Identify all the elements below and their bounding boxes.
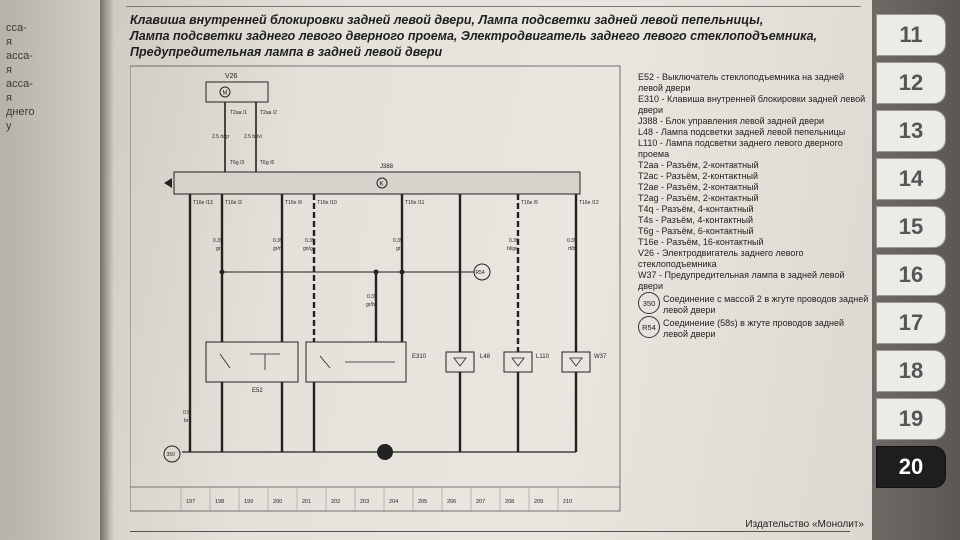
prev-page-text: асса- bbox=[6, 78, 33, 90]
title-line: Предупредительная лампа в задней левой двери bbox=[130, 45, 443, 59]
wire-size: 0.35 bbox=[509, 238, 519, 244]
wire-color: gr bbox=[396, 246, 401, 252]
previous-page bbox=[0, 0, 108, 540]
prev-page-text: днего bbox=[6, 106, 35, 118]
wire-pin-label: T16e /9 bbox=[285, 200, 302, 206]
motor-pin-label: T2aa /2 bbox=[260, 110, 277, 116]
legend-item: J388 - Блок управления левой задней двери bbox=[638, 116, 825, 126]
component-e52 bbox=[206, 342, 298, 382]
grid-number: 199 bbox=[244, 499, 254, 505]
page-title bbox=[130, 12, 830, 60]
chapter-tab-20[interactable]: 20 bbox=[876, 446, 946, 488]
wire-pin-label: T16e /5 bbox=[521, 200, 538, 206]
wire-color: bl/ge bbox=[507, 246, 518, 252]
legend-item: L48 - Лампа подсветки задней левой пепельницы bbox=[638, 127, 846, 137]
legend-item: T2ag - Разъём, 2-контактный bbox=[638, 193, 759, 203]
component-w37 bbox=[562, 352, 590, 372]
module-label: J388 bbox=[380, 164, 394, 170]
title-line: Клавиша внутренней блокировки задней левой двери, Лампа подсветки задней левой пепельницы, bbox=[130, 13, 764, 27]
grid-number: 202 bbox=[331, 499, 341, 505]
grid-number: 206 bbox=[447, 499, 457, 505]
title-line: Лампа подсветки заднего левого дверного проема, Электродвигатель заднего левого стеклоподъемника, bbox=[130, 29, 818, 43]
component-l48 bbox=[446, 352, 474, 372]
wire-pin-label: T16e /12 bbox=[579, 200, 599, 206]
chapter-tab-17[interactable]: 17 bbox=[876, 302, 946, 344]
wire-color: gr bbox=[216, 246, 221, 252]
motor-label: V26 bbox=[225, 73, 238, 80]
chapter-tab-14[interactable]: 14 bbox=[876, 158, 946, 200]
legend-item: E52 - Выключатель стеклоподъемника на задней левой двери bbox=[638, 72, 844, 93]
component-label: W37 bbox=[594, 354, 607, 360]
component-label: E310 bbox=[412, 354, 427, 360]
grid-number: 209 bbox=[534, 499, 544, 505]
grid-number: 205 bbox=[418, 499, 428, 505]
grid-number: 198 bbox=[215, 499, 225, 505]
wire-color: br bbox=[184, 418, 189, 424]
ground-label: 350 bbox=[166, 452, 175, 458]
legend-item: T2ae - Разъём, 2-контактный bbox=[638, 182, 759, 192]
grid-number: 200 bbox=[273, 499, 283, 505]
legend-item: T2ac - Разъём, 2-контактный bbox=[638, 171, 759, 181]
wire-size: 0.35 bbox=[367, 294, 377, 300]
wire-size: 0.5 bbox=[183, 410, 190, 416]
grid-number: 210 bbox=[563, 499, 573, 505]
module-k-icon: K bbox=[379, 181, 384, 188]
motor-pin-label: T2aa /1 bbox=[230, 110, 247, 116]
legend-item: T4s - Разъём, 4-контактный bbox=[638, 215, 754, 225]
chapter-tab-19[interactable]: 19 bbox=[876, 398, 946, 440]
legend-symbol bbox=[638, 294, 870, 316]
wire-pin-label: T16e /11 bbox=[405, 200, 425, 206]
chapter-tab-16[interactable]: 16 bbox=[876, 254, 946, 296]
manual-page bbox=[108, 0, 878, 540]
prev-page-text: я bbox=[6, 64, 12, 76]
component-label: E52 bbox=[252, 388, 263, 394]
motor-box bbox=[206, 82, 268, 102]
wire-pin-label: T16e /2 bbox=[225, 200, 242, 206]
publisher-credit: Издательство «Монолит» bbox=[745, 519, 864, 530]
legend-symbol bbox=[638, 318, 870, 340]
connector-label: T6g /3 bbox=[230, 160, 245, 166]
chapter-tabs bbox=[872, 0, 960, 540]
chapter-tab-12[interactable]: 12 bbox=[876, 62, 946, 104]
grid-number: 204 bbox=[389, 499, 399, 505]
component-label: L48 bbox=[480, 354, 491, 360]
arrow-icon bbox=[164, 178, 172, 188]
legend-symbol-text: Соединение (58s) в жгуте проводов задней левой двери bbox=[663, 318, 844, 339]
wire-pin-label: T16e /10 bbox=[317, 200, 337, 206]
title-rule bbox=[126, 6, 861, 7]
motor-icon: M bbox=[222, 90, 228, 97]
book-gutter bbox=[100, 0, 114, 540]
ground-symbol: 350 bbox=[638, 292, 660, 314]
component-label: L110 bbox=[536, 354, 549, 360]
component-l110 bbox=[504, 352, 532, 372]
footer-rule bbox=[130, 531, 850, 532]
legend-item: W37 - Предупредительная лампа в задней левой двери bbox=[638, 270, 845, 291]
prev-page-text: сса- bbox=[6, 22, 27, 34]
grid-number: 208 bbox=[505, 499, 515, 505]
grid-number: 207 bbox=[476, 499, 486, 505]
legend-item: L110 - Лампа подсветки заднего левого дверного проема bbox=[638, 138, 843, 159]
connector-label: T6g /6 bbox=[260, 160, 275, 166]
grid-number: 197 bbox=[186, 499, 196, 505]
node-symbol: R54 bbox=[638, 316, 660, 338]
wire-color: gn/ge bbox=[303, 246, 316, 252]
legend-item: V26 - Электродвигатель заднего левого стеклоподъемника bbox=[638, 248, 804, 269]
chapter-tab-11[interactable]: 11 bbox=[876, 14, 946, 56]
prev-page-text: я bbox=[6, 36, 12, 48]
legend-item: T6g - Разъём, 6-контактный bbox=[638, 226, 754, 236]
wire-size: 0.35 bbox=[305, 238, 315, 244]
wire-color: gr/rt bbox=[273, 246, 282, 252]
legend bbox=[638, 72, 870, 340]
legend-item: E310 - Клавиша внутренней блокировки задней левой двери bbox=[638, 94, 866, 115]
legend-item: T16e - Разъём, 16-контактный bbox=[638, 237, 764, 247]
legend-item: T4q - Разъём, 4-контактный bbox=[638, 204, 754, 214]
prev-page-text: у bbox=[6, 120, 12, 132]
wire-color: gr/bl bbox=[366, 302, 376, 308]
wire-pin-label: T16e /13 bbox=[193, 200, 213, 206]
wire-color: rt/bl bbox=[568, 246, 577, 252]
wire-label: 2.5 br/vi bbox=[244, 134, 262, 140]
wire-size: 0.35 bbox=[273, 238, 283, 244]
legend-item: T2aa - Разъём, 2-контактный bbox=[638, 160, 759, 170]
legend-symbol-text: Соединение с массой 2 в жгуте проводов задней левой двери bbox=[663, 294, 869, 315]
wiring-diagram bbox=[130, 62, 630, 532]
ground-icon bbox=[377, 444, 393, 460]
wire-size: 0.35 bbox=[393, 238, 403, 244]
node-label: R54 bbox=[475, 270, 485, 276]
wire-size: 0.35 bbox=[567, 238, 577, 244]
chapter-tab-18[interactable]: 18 bbox=[876, 350, 946, 392]
wire-label: 2.5 rt/gr bbox=[212, 134, 230, 140]
wire-size: 0.35 bbox=[213, 238, 223, 244]
grid-number: 203 bbox=[360, 499, 370, 505]
grid-number: 201 bbox=[302, 499, 312, 505]
chapter-tab-15[interactable]: 15 bbox=[876, 206, 946, 248]
prev-page-text: я bbox=[6, 92, 12, 104]
prev-page-text: асса- bbox=[6, 50, 33, 62]
chapter-tab-13[interactable]: 13 bbox=[876, 110, 946, 152]
